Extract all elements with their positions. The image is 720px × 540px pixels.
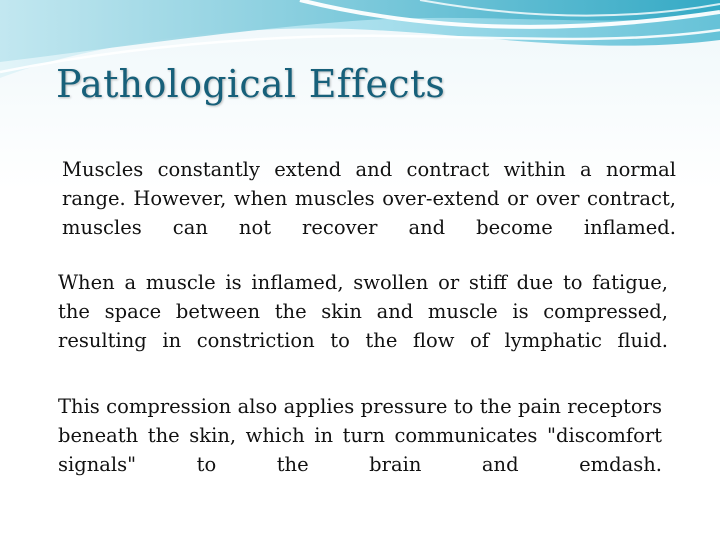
paragraph-muscle-range: Muscles constantly extend and contract within a normal range. However, when muscles over-extend or over contract, muscles can not recover and become inflamed. xyxy=(62,158,676,239)
paragraph-inflammation: When a muscle is inflamed, swollen or stiff due to fatigue, the space between the skin and muscle is compressed, resulting in constriction to the flow of lymphatic fluid. xyxy=(58,271,668,352)
paragraph-pain-receptors: This compression also applies pressure to the pain receptors beneath the skin, which in turn communicates "discomfort signals" to the brain and emdash. xyxy=(58,395,662,476)
slide-title: Pathological Effects xyxy=(56,62,446,106)
